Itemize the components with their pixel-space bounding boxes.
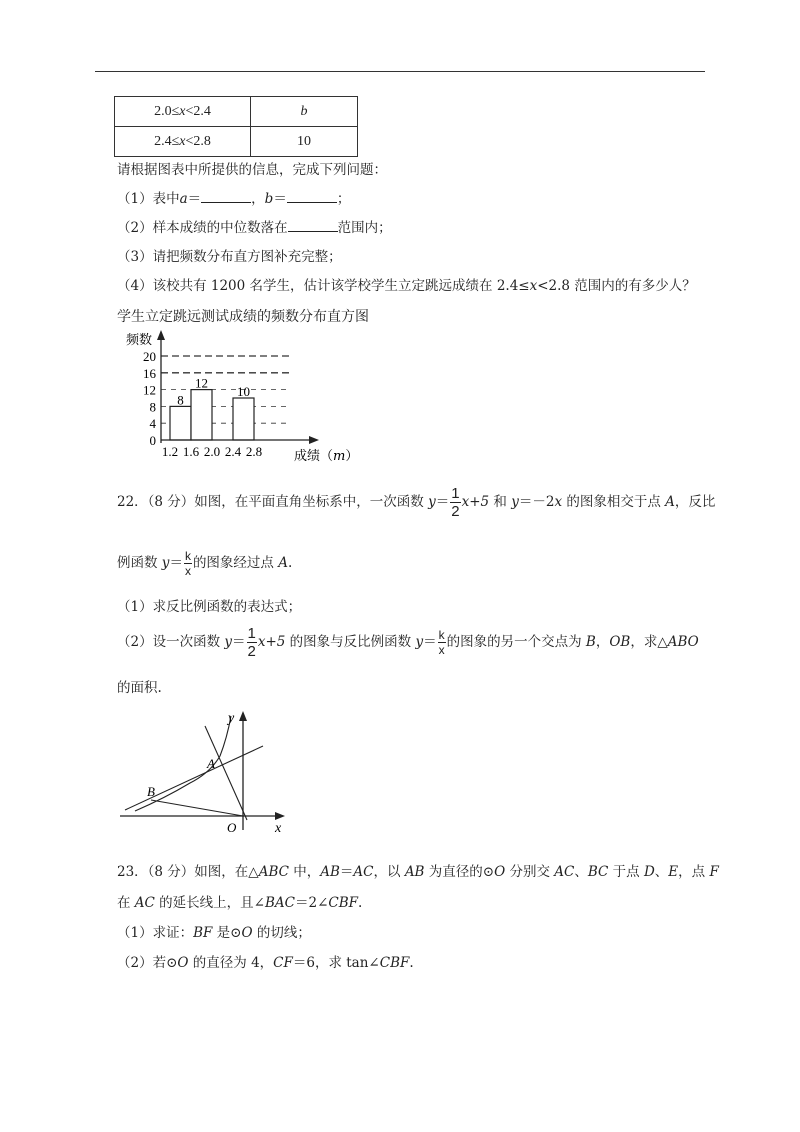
y-axis-label: 频数 <box>126 332 153 347</box>
table-row <box>115 127 358 157</box>
table-row <box>115 97 358 127</box>
graph-label-y: y <box>228 711 235 726</box>
graph-label-o: O <box>227 820 237 835</box>
y-tick-label: 20 <box>143 349 156 364</box>
q22-line1: 22．（8 分）如图，在平面直角坐标系中，一次函数 y＝ $\frac{1}{2}$ x+5 和 y＝－2x 的图象相交于点 A，反比 <box>117 485 716 520</box>
q22-line2: 例函数 y＝ $\frac{k}{x}$ 的图象经过点 A. <box>117 549 293 578</box>
coordinate-graph <box>115 708 295 838</box>
y-axis-arrow <box>239 711 247 721</box>
graph-label-a: A <box>207 756 215 771</box>
line-y-half-x-plus-5 <box>125 746 263 810</box>
table-cell-range: 2.0≤x<2.4 <box>115 97 251 127</box>
y-axis-arrow <box>157 330 165 340</box>
answer-blank[interactable] <box>288 218 338 232</box>
graph-label-b: B <box>147 784 155 799</box>
q21-part3: （3）请把频数分布直方图补充完整； <box>117 249 342 265</box>
q22-part2-end: 的面积. <box>117 680 162 696</box>
q21-part4: （4）该校共有 1200 名学生，估计该学校学生立定跳远成绩在 2.4≤x<2.8 范围内的有多少人？ <box>117 278 696 294</box>
q23-line2: 在 AC 的延长线上，且∠BAC＝2∠CBF. <box>117 895 363 911</box>
y-tick-label: 12 <box>143 382 156 398</box>
x-axis-label: 成绩（m） <box>294 448 359 464</box>
x-tick-label: 2.4 <box>224 444 242 459</box>
histogram-title: 学生立定跳远测试成绩的频数分布直方图 <box>117 309 369 325</box>
x-tick-label: 2.0 <box>203 444 221 459</box>
frequency-histogram <box>118 328 378 468</box>
answer-blank[interactable] <box>201 189 251 203</box>
line-y-minus-2x <box>205 726 247 820</box>
answer-blank[interactable] <box>287 189 337 203</box>
q23-line1: 23．（8 分）如图，在△ABC 中，AB＝AC，以 AB 为直径的⊙O 分别交 AC、BC 于点 D、E，点 F <box>117 864 719 880</box>
histogram-bar <box>191 390 212 440</box>
x-axis-arrow <box>275 812 285 820</box>
x-tick-label: 1.6 <box>182 444 200 459</box>
q21-part2: （2）样本成绩的中位数落在 范围内； <box>117 220 392 236</box>
bar-data-label: 8 <box>177 392 184 408</box>
table-cell-value: 10 <box>251 127 358 157</box>
y-tick-label: 16 <box>143 365 156 381</box>
x-tick-label: 1.2 <box>161 444 179 459</box>
y-tick-label: 8 <box>149 399 156 415</box>
header-rule <box>95 71 705 72</box>
q22-part2: （2）设一次函数 y＝ $\frac{1}{2}$ x+5 的图象与反比例函数 y＝ $\frac{k}{x}$ 的图象的另一个交点为 B，OB，求△ABO <box>117 625 699 660</box>
bar-data-label: 10 <box>237 384 250 399</box>
q21-intro: 请根据图表中所提供的信息，完成下列问题： <box>117 162 387 178</box>
table-cell-range: 2.4≤x<2.8 <box>115 127 251 157</box>
frequency-table <box>114 96 358 157</box>
x-axis-arrow <box>309 436 319 444</box>
q23-part1: （1）求证：BF 是⊙O 的切线； <box>117 925 311 941</box>
x-tick-label: 2.8 <box>245 444 263 459</box>
q23-part2: （2）若⊙O 的直径为 4，CF＝6，求 tan∠CBF. <box>117 955 414 971</box>
y-tick-label: 0 <box>149 433 156 448</box>
y-tick-label: 4 <box>149 416 156 432</box>
bar-data-label: 12 <box>195 375 208 391</box>
graph-label-x: x <box>275 821 282 836</box>
histogram-bar <box>233 398 254 440</box>
histogram-bar <box>170 406 191 440</box>
q22-part1: （1）求反比例函数的表达式； <box>117 599 302 615</box>
table-cell-value: b <box>251 97 358 127</box>
segment-ob <box>151 800 243 816</box>
q21-part1: （1）表中a＝ ，b＝ ； <box>117 191 351 207</box>
